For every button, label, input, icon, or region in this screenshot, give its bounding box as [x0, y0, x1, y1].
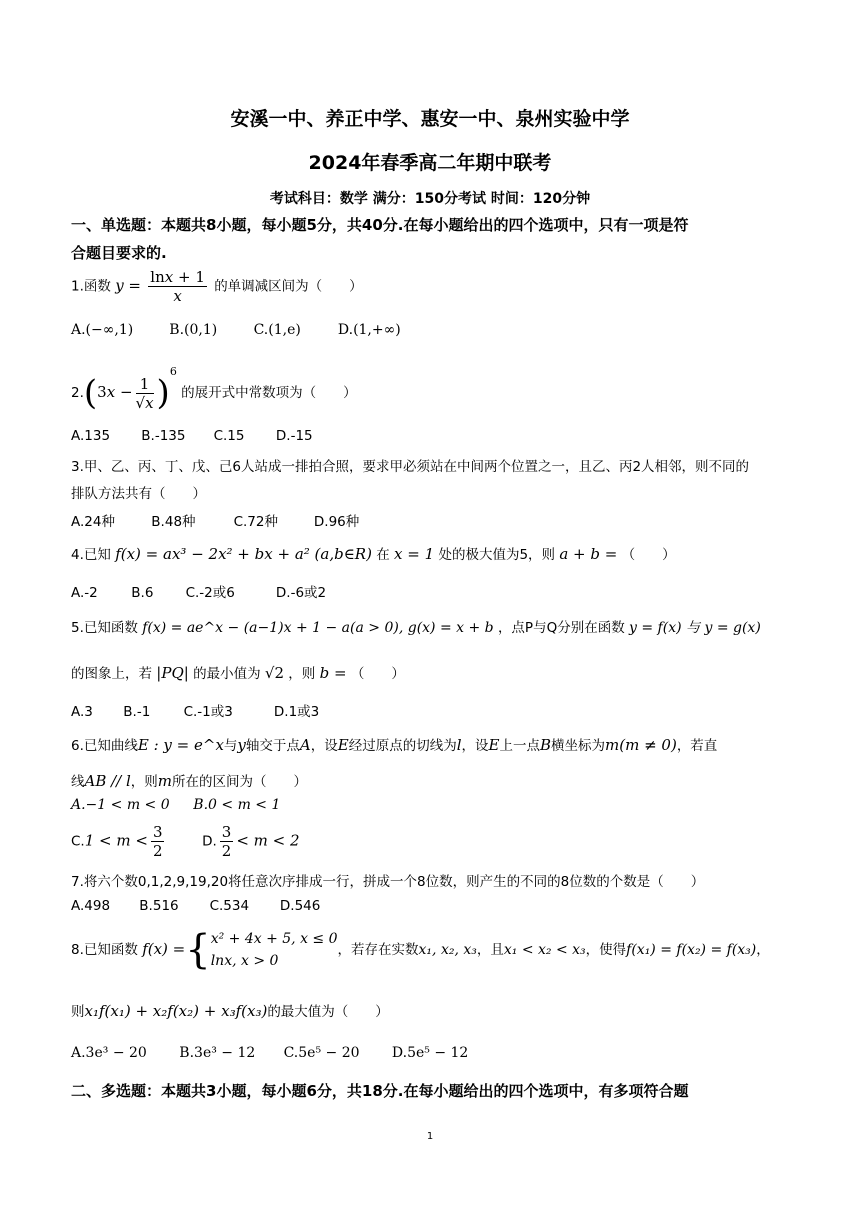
q8-prefix: 8.已知函数 — [71, 942, 138, 958]
q5-prefix: 5.已知函数 — [71, 620, 138, 636]
q7-option-a: A.498 — [71, 898, 111, 914]
q6-line-l: l — [456, 736, 462, 754]
q1-option-a: A.(−∞,1) — [71, 322, 134, 338]
q2-option-c: C.15 — [213, 428, 245, 444]
q5-line2-prefix: 的图象上，若 — [71, 666, 152, 682]
title-line1: 安溪一中、养正中学、惠安一中、泉州实验中学 — [230, 108, 630, 130]
q6-frac-num-c: 3 — [152, 823, 163, 841]
q7-option-c: C.534 — [209, 898, 250, 914]
q8-option-d: D.5e⁵ − 12 — [391, 1045, 469, 1061]
q3-line1: 3.甲、乙、丙、丁、戊、己6人站成一排拍合照，要求甲必须站在中间两个位置之一，且乙、丙2人相邻，则不同的 — [71, 459, 750, 475]
q6-text-a: 6.已知曲线 — [71, 738, 138, 754]
q4-prefix: 4.已知 — [71, 547, 111, 563]
q6-text-g: 上一点 — [499, 738, 540, 754]
q2-option-d: D.-15 — [275, 428, 313, 444]
q4-stem — [71, 543, 676, 563]
q2-option-a: A.135 — [71, 428, 111, 444]
q6-frac-den-c: 2 — [152, 842, 163, 860]
q5-sqrt2: √2 — [264, 664, 284, 682]
q3-line2: 排队方法共有（ ） — [71, 486, 206, 502]
q2-prefix: 2. — [71, 385, 84, 401]
q8-case1: x² + 4x + 5, x ≤ 0 — [210, 931, 338, 947]
q4-option-b: B.6 — [131, 585, 154, 601]
q6-text-h: 横坐标为 — [551, 738, 605, 754]
q6-point-b: B — [539, 736, 551, 754]
q4-mid: 在 — [376, 547, 390, 563]
q5-line2-suffix: ，则 — [288, 666, 316, 682]
q4-option-d: D.-6或2 — [275, 585, 327, 601]
q6-mcond: m(m ≠ 0) — [605, 736, 677, 754]
q6-text-line2-a: 线 — [71, 774, 85, 790]
q6-curve-e: E — [337, 736, 349, 754]
q2-suffix: 的展开式中常数项为（ ） — [181, 385, 357, 401]
q5-option-c: C.-1或3 — [183, 704, 233, 720]
q5-option-d: D.1或3 — [273, 704, 320, 720]
section1-heading-line1: 一、单选题：本题共8小题，每小题5分，共40分.在每小题给出的四个选项中，只有一项是符 — [71, 216, 689, 234]
q2-stem: 2.(3x − $\frac{1}{√x}$ )$^6$ 的展开式中常数项为（ ） — [71, 365, 357, 413]
q6-yaxis: y — [237, 736, 246, 754]
q6-option-c: 1 < m < — [84, 831, 148, 850]
q8-order: x₁ < x₂ < x₃ — [503, 942, 586, 958]
q7-options — [71, 898, 320, 914]
q7-option-b: B.516 — [139, 898, 179, 914]
q6-text-i: ，若直 — [676, 738, 718, 754]
q4-option-c: C.-2或6 — [185, 585, 235, 601]
q5-options — [71, 700, 319, 720]
q8-eq: f(x₁) = f(x₂) = f(x₃) — [626, 942, 757, 958]
q6-text-line2-c: 所在的区间为（ ） — [172, 774, 308, 790]
q6-option-a: A.−1 < m < 0 — [71, 797, 170, 813]
q2-options — [71, 428, 313, 444]
q5-formula: f(x) = ae^x − (a−1)x + 1 − a(a > 0), g(x) = x + b — [142, 620, 494, 636]
q1-options — [71, 322, 401, 338]
q8-expr: x₁f(x₁) + x₂f(x₂) + x₃f(x₃) — [84, 1002, 268, 1020]
q5-mid: ，点P与Q分别在函数 — [497, 620, 625, 636]
q6-option-c-label: C. — [71, 833, 85, 850]
q8-mid3: ，使得 — [585, 942, 627, 958]
q4-cond: x = 1 — [394, 545, 435, 563]
q1-option-b: B.(0,1) — [169, 322, 218, 338]
q6-curve-e-2: E — [488, 736, 500, 754]
q8-mid: ，若存在实数 — [337, 942, 419, 958]
q8-case2: lnx, x > 0 — [210, 953, 279, 969]
q6-text-e: 经过原点的切线为 — [348, 738, 457, 754]
q8-line2-suffix: 的最大值为（ ） — [267, 1004, 389, 1020]
q6-line1 — [71, 734, 717, 754]
q6-point-a: A — [299, 736, 311, 754]
q6-text-b: 与 — [223, 738, 238, 754]
q6-option-b: B.0 < m < 1 — [193, 797, 281, 813]
q5-option-a: A.3 — [71, 704, 93, 720]
q6-text-d: ，设 — [310, 738, 338, 754]
q6-frac-den-d: 2 — [221, 842, 232, 860]
q4-suffix: 处的极大值为5，则 — [438, 547, 556, 563]
q5-funcs: y = f(x) 与 y = g(x) — [629, 620, 761, 636]
section1-heading-line2: 合题目要求的. — [71, 244, 167, 262]
q2-option-b: B.-135 — [141, 428, 186, 444]
q3-option-b: B.48种 — [151, 514, 196, 530]
q1-prefix: 1.函数 — [71, 278, 111, 295]
q6-options-ab — [71, 797, 280, 813]
q8-line2-prefix: 则 — [71, 1004, 85, 1020]
q6-option-d-label: D. — [202, 833, 217, 850]
q8-options — [71, 1045, 468, 1061]
q4-tail: （ ） — [621, 547, 676, 563]
q5-line1 — [71, 616, 761, 637]
q7-option-d: D.546 — [279, 898, 321, 914]
section2-heading: 二、多选题：本题共3小题，每小题6分，共18分.在每小题给出的四个选项中，有多项符合题 — [71, 1082, 689, 1100]
q8-option-b: B.3e³ − 12 — [179, 1045, 256, 1061]
q8-fx: f(x) = — [142, 940, 186, 958]
page-number: 1 — [426, 1131, 434, 1142]
q6-option-d: < m < 2 — [236, 831, 300, 850]
q6-curve: E : y = e^x — [137, 736, 224, 754]
q5-option-b: B.-1 — [123, 704, 151, 720]
q8-end: ， — [756, 942, 770, 958]
q1-suffix: 的单调减区间为（ ） — [214, 278, 363, 295]
q8-line2 — [71, 1000, 389, 1020]
q6-text-c: 轴交于点 — [245, 738, 300, 754]
q6-m: m — [157, 772, 173, 790]
subtitle: 考试科目：数学 满分：150分考试 时间：120分钟 — [269, 191, 591, 207]
q6-frac-num-d: 3 — [221, 823, 232, 841]
title-line2: 2024年春季高二年期中联考 — [308, 152, 552, 174]
q1-stem: 1.函数 y = $\frac{\ln x + 1}{x}$ 的单调减区间为（ ） — [71, 268, 363, 305]
q4-options — [71, 581, 326, 601]
q5-line2 — [71, 662, 405, 682]
q8-option-c: C.5e⁵ − 20 — [283, 1045, 360, 1061]
q5-line2-mid: 的最小值为 — [193, 666, 261, 682]
q4-formula: f(x) = ax³ − 2x² + bx + a² (a,b∈R) — [115, 545, 372, 563]
q1-option-c: C.(1,e) — [253, 322, 301, 338]
q8-option-a: A.3e³ − 20 — [71, 1045, 147, 1061]
q5-ask: b = — [319, 664, 347, 682]
q8-line1: 8.已知函数 f(x) ={ x² + 4x + 5, x ≤ 0 lnx, x > 0 ，若存在实数x₁, x₂, x₃，且x₁ < x₂ < x₃，使得f(x₁) = f(x₂) = f(x₃)， — [71, 927, 770, 973]
q5-tail: （ ） — [350, 666, 405, 682]
q4-option-a: A.-2 — [71, 585, 98, 601]
q7-stem: 7.将六个数0,1,2,9,19,20将任意次序排成一行，拼成一个8位数，则产生的不同的8位数的个数是（ ） — [71, 874, 705, 890]
q6-text-f: ，设 — [461, 738, 489, 754]
q3-option-d: D.96种 — [313, 514, 360, 530]
q5-pq: |PQ| — [156, 664, 189, 682]
q8-xs: x₁, x₂, x₃ — [418, 942, 477, 958]
q6-text-line2-b: ，则 — [130, 774, 158, 790]
q6-options-cd — [71, 823, 300, 860]
q4-ask: a + b = — [559, 545, 618, 563]
q3-options — [71, 510, 359, 530]
q8-mid2: ，且 — [476, 942, 504, 958]
q3-option-c: C.72种 — [233, 514, 278, 530]
q3-option-a: A.24种 — [71, 514, 115, 530]
q1-option-d: D.(1,+∞) — [337, 322, 401, 338]
q6-ab-parallel: AB // l — [84, 772, 131, 790]
q6-line2 — [71, 770, 307, 790]
